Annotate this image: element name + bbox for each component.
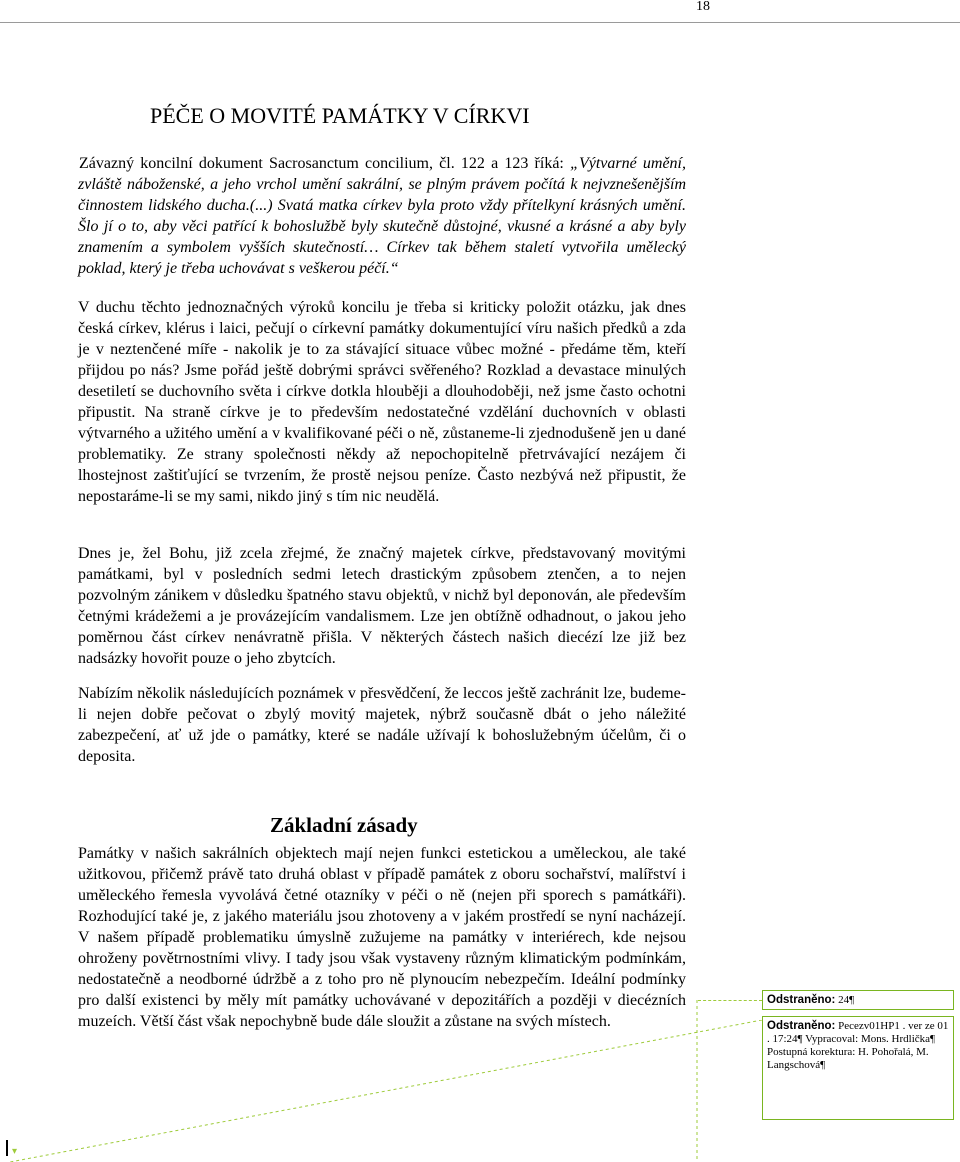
header-rule <box>0 22 960 23</box>
deletion-balloon-1[interactable] <box>762 990 954 1010</box>
balloon-label: Odstraněno: <box>767 1020 836 1032</box>
balloon-text: Pecezv01HP1 . ver ze 01 . 17:24¶ Vypracoval: Mons. Hrdlička¶ Postupná korektura: H. Pohořalá, M. Langschová¶ <box>767 1020 949 1071</box>
body-paragraph-1: V duchu těchto jednoznačných výroků koncilu je třeba si kriticky položit otázku, jak dnes česká církev, klérus i laici, pečují o církevní památky dokumentující víru našich předků a zda je v neztenčené míře - nakolik je to za stávající situace vůbec možné - předáme těm, kteří přijdou po nás? Jsme pořád ještě dobrými správci svěřeného? Rozklad a devastace minulých desetiletí se duchovního světa i církve dotkla hlouběji a dlouhodoběji, než jsme často ochotni připustit. Na straně církve je to především nedostatečné vzdělání duchovních v oblasti výtvarného a užitého umění a v kvalifikované péči o ně, zůstaneme-li zjednodušeně jen u dané problematiky. Ze strany společnosti někdy až nepochopitelně přetrvávající nezájem či lhostejnost zaštiťující se tvrzením, že prostě nejsou peníze. Často nezbývá než připustit, že nepostaráme-li se my sami, nikdo jiný s tím nic neudělá. <box>78 299 686 505</box>
balloon-label: Odstraněno: <box>767 994 836 1006</box>
intro-paragraph <box>78 153 686 279</box>
balloon-text: 24¶ <box>838 994 855 1006</box>
page-title: PÉČE O MOVITÉ PAMÁTKY V CÍRKVI <box>150 103 530 128</box>
council-quote: „Výtvarné umění, zvláště náboženské, a jeho vrchol umění sakrální, se plným právem počítá k nejvznešenějším činnostem lidského ducha.(...) Svatá matka církev byla proto vždy přítelkyní krásných umění. Šlo jí o to, aby věci patřící k bohoslužbě byly skutečně důstojné, vkusné a krásné a aby byly znamením a symbolem vyšších skutečností… Církev tak během staletí vytvořila umělecký poklad, který je třeba uchovávat s veškerou péčí.“ <box>78 155 686 277</box>
deletion-anchor-icon: ▾ <box>12 1146 18 1157</box>
balloon-connector-1 <box>698 1000 762 1001</box>
body-paragraph-3: Nabízím několik následujících poznámek v přesvědčení, že leccos ještě zachránit lze, budeme-li nejen dobře pečovat o zbylý movitý majetek, nýbrž současně dbát o jeho náležité zabezpečení, ať už jde o památky, které se nadále užívají k bohoslužebným účelům, či o deposita. <box>78 685 686 765</box>
section-heading: Základní zásady <box>270 813 418 837</box>
deletion-balloon-2[interactable] <box>762 1016 954 1120</box>
page-number: 18 <box>696 0 710 14</box>
section-paragraph: Památky v našich sakrálních objektech mají nejen funkci estetickou a uměleckou, ale také užitkovou, přičemž právě tato druhá oblast v případě památek z oboru sochařství, malířství i uměleckého řemesla vyvolává četné otazníky v péči o ně (nejen při sporech s památkáři). Rozhodující také je, z jakého materiálu jsou zhotoveny a v jakém prostředí se nyní nacházejí. V našem případě problematiku úmyslně zužujeme na památky v interiérech, kde nejsou ohroženy povětrnostními vlivy. I tady jsou však vystaveny různým klimatickým podmínkám, nedostatečně a neodborné údržbě a z toho pro ně plynoucím nebezpečím. Ideální podmínky pro další existenci by měly mít památky uchovávané v depozitářích a později v diecézních muzeích. Větší část však nepochybně bude dále sloužit a zůstane na svých místech. <box>78 845 686 1030</box>
change-bar <box>6 1140 8 1156</box>
body-paragraph-2: Dnes je, žel Bohu, již zcela zřejmé, že značný majetek církve, představovaný movitými památkami, byl v posledních sedmi letech drastickým způsobem ztenčen, a to nejen pozvolným zánikem v důsledku špatného stavu objektů, v nichž byl deponován, ale především četnými krádežemi a je provázejícím vandalismem. Lze jen obtížně odhadnout, o jakou jeho poměrnou část církev nenávratně přišla. V některých částech našich diecézí lze již bez nadsázky hovořit pouze o jeho zbytcích. <box>78 545 686 667</box>
intro-lead: Závazný koncilní dokument Sacrosanctum concilium, čl. 122 a 123 říká: <box>79 155 564 172</box>
balloon-connector-diagonal <box>10 1020 762 1162</box>
